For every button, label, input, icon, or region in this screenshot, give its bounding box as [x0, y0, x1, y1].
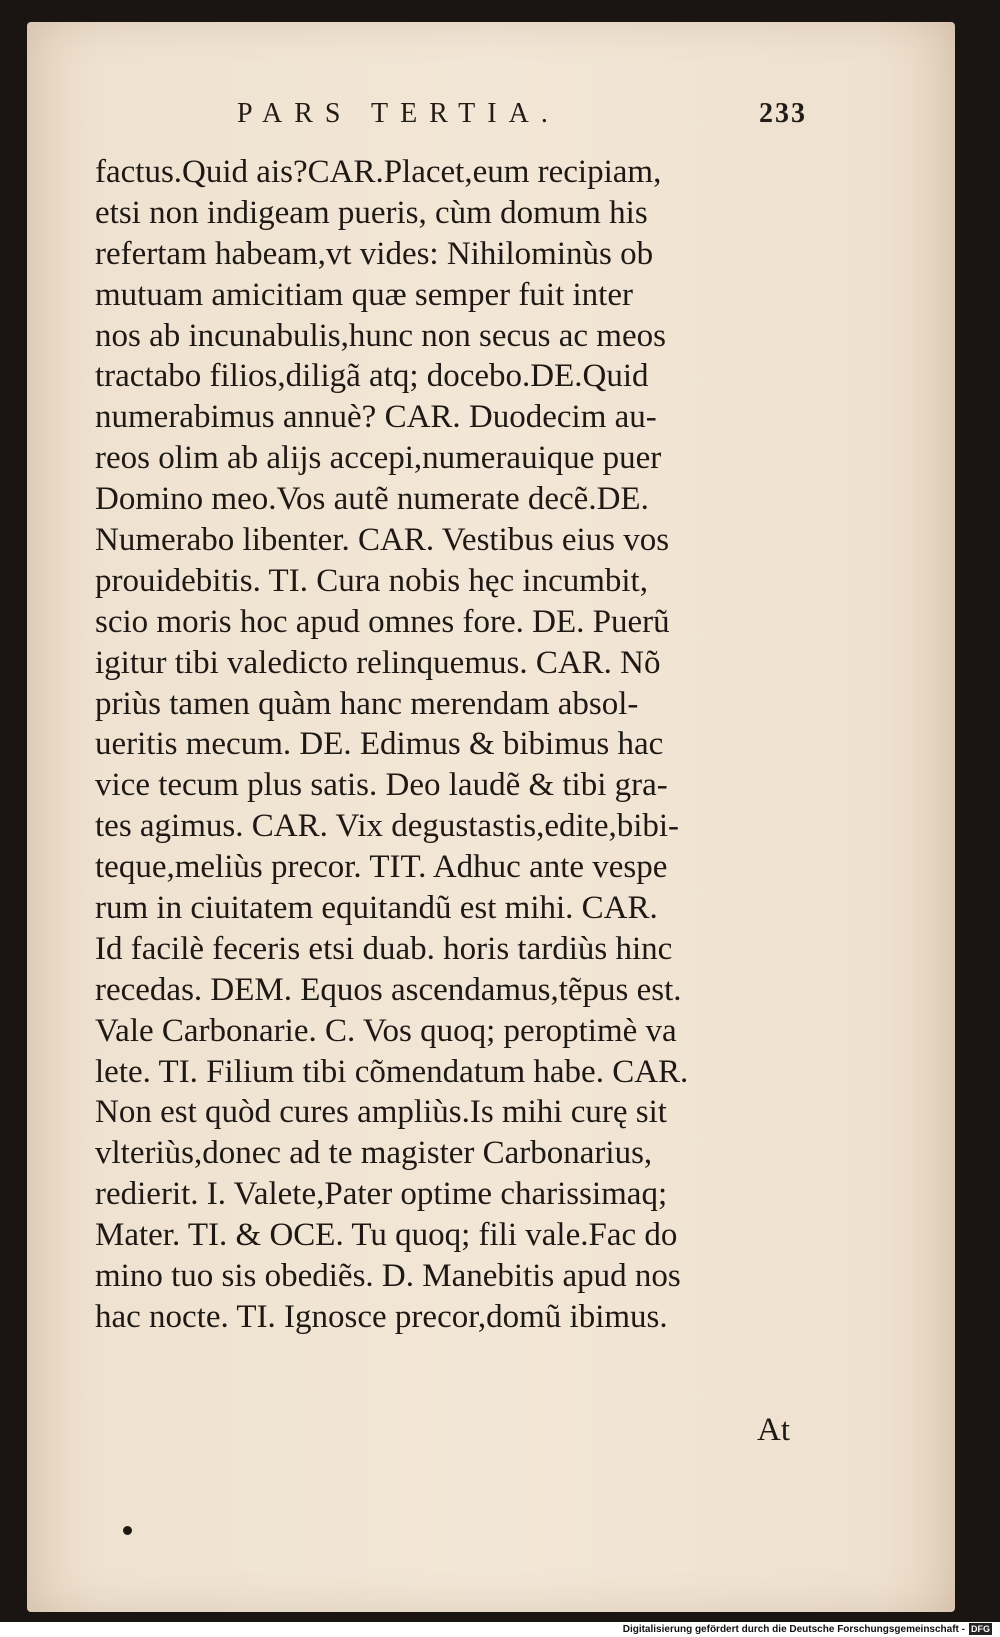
running-title: PARS TERTIA.	[237, 98, 560, 129]
footer-text: Digitalisierung gefördert durch die Deutsche Forschungsgemeinschaft -	[622, 1624, 965, 1635]
text-line: etsi non indigeam pueris, cùm domum his	[95, 194, 648, 231]
text-line: vlteriùs,donec ad te magister Carbonarius,	[95, 1135, 653, 1172]
text-line: refertam habeam,vt vides: Nihilominùs ob	[95, 235, 654, 272]
ink-dot	[123, 1526, 132, 1535]
text-line: numerabimus annuè? CAR. Duodecim au-	[95, 399, 657, 436]
text-line: tes agimus. CAR. Vix degustastis,edite,bibi-	[95, 808, 680, 845]
text-line: Numerabo libenter. CAR. Vestibus eius vos	[95, 522, 670, 559]
text-line: hac nocte. TI. Ignosce precor,domũ ibimus.	[95, 1298, 668, 1335]
book-page	[27, 22, 955, 1612]
text-line: prouidebitis. TI. Cura nobis hęc incumbit,	[95, 562, 648, 599]
text-line: recedas. DEM. Equos ascendamus,tẽpus est.	[95, 971, 682, 1008]
body-text	[95, 152, 815, 1338]
text-line: tractabo filios,diligã atq; docebo.DE.Quid	[95, 358, 649, 395]
text-line: Mater. TI. & OCE. Tu quoq; fili vale.Fac do	[95, 1217, 678, 1254]
text-line: reos olim ab alijs accepi,numerauique puer	[95, 440, 662, 477]
text-line: scio moris hoc apud omnes fore. DE. Puerũ	[95, 603, 670, 640]
text-line: Domino meo.Vos autẽ numerate decẽ.DE.	[95, 481, 649, 518]
text-line: ueritis mecum. DE. Edimus & bibimus hac	[95, 726, 664, 763]
digitization-footer	[0, 1622, 1000, 1637]
text-line: redierit. I. Valete,Pater optime charissimaq;	[95, 1176, 668, 1213]
text-line: mino tuo sis obediẽs. D. Manebitis apud nos	[95, 1258, 681, 1295]
text-line: priùs tamen quàm hanc merendam absol-	[95, 685, 639, 722]
text-line: lete. TI. Filium tibi cõmendatum habe. CAR.	[95, 1053, 689, 1090]
text-line: nos ab incunabulis,hunc non secus ac meos	[95, 317, 666, 354]
catchword: At	[757, 1412, 790, 1448]
text-line: Non est quòd cures ampliùs.Is mihi curę sit	[95, 1094, 667, 1131]
text-line: teque,meliùs precor. TIT. Adhuc ante vespe	[95, 849, 668, 886]
dfg-logo: DFG	[971, 1624, 990, 1634]
text-line: Id facilè feceris etsi duab. horis tardiùs hinc	[95, 930, 673, 967]
text-line: igitur tibi valedicto relinquemus. CAR. Nõ	[95, 644, 661, 681]
text-line: Vale Carbonarie. C. Vos quoq; peroptimè va	[95, 1012, 677, 1049]
text-line: rum in ciuitatem equitandũ est mihi. CAR.	[95, 890, 658, 927]
text-line: mutuam amicitiam quæ semper fuit inter	[95, 276, 633, 313]
running-header	[237, 98, 807, 138]
page-number: 233	[759, 98, 807, 129]
text-line: factus.Quid ais?CAR.Placet,eum recipiam,	[95, 154, 662, 190]
text-line: vice tecum plus satis. Deo laudẽ & tibi gra-	[95, 767, 668, 804]
